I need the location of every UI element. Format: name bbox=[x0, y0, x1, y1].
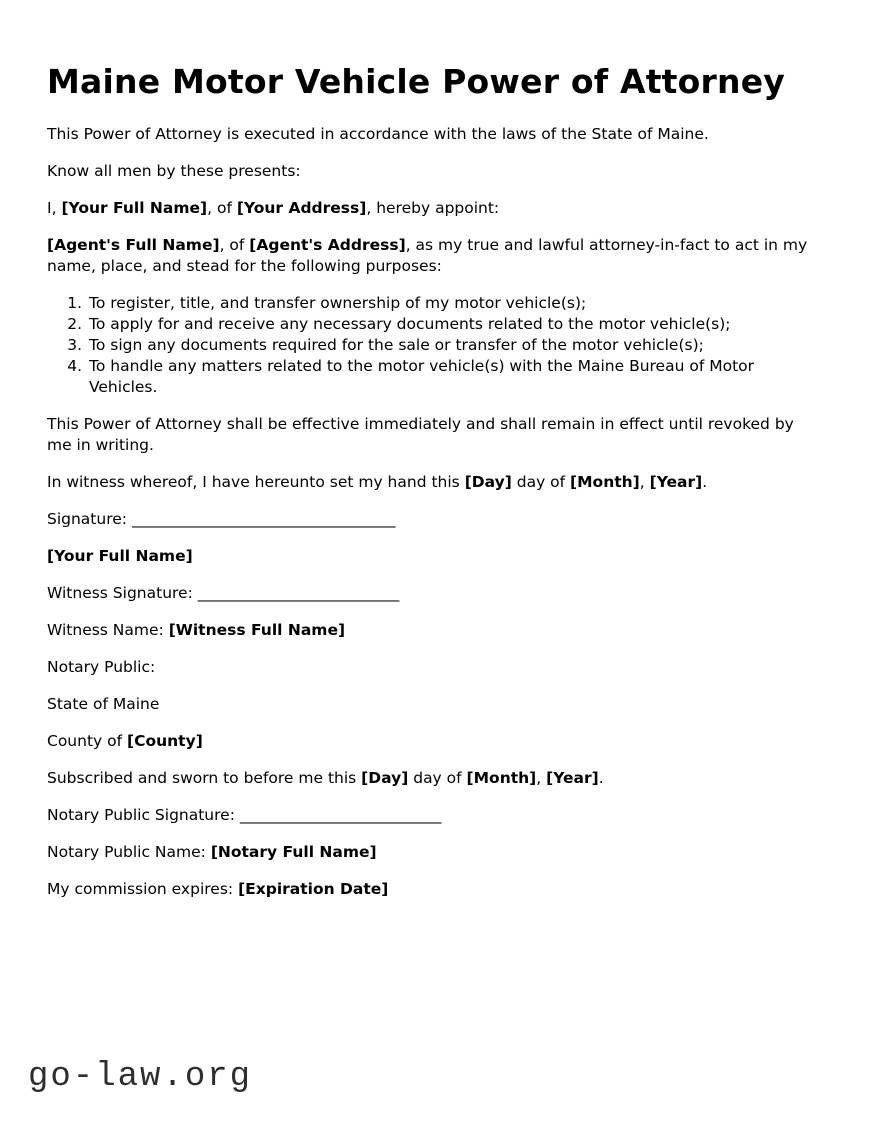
purpose-item-3: 3. To sign any documents required for the sale or transfer of the motor vehicle(s); bbox=[87, 335, 822, 356]
presents-statement: Know all men by these presents: bbox=[47, 162, 301, 180]
signature-line: __________________________________ bbox=[131, 510, 396, 528]
principal-appointment bbox=[47, 198, 822, 219]
agent-text-2: , as my true and lawful attorney-in-fact to act in my name, place, and stead for the following purposes: bbox=[47, 236, 808, 275]
sworn-clause bbox=[47, 768, 822, 789]
principal-text-1: I, bbox=[47, 199, 62, 217]
month-placeholder: [Month] bbox=[570, 473, 640, 491]
agent-full-name-placeholder: [Agent's Full Name] bbox=[47, 236, 220, 254]
witness-signature-line: __________________________ bbox=[197, 584, 400, 602]
signature-label: Signature: bbox=[47, 510, 132, 528]
your-address-placeholder: [Your Address] bbox=[236, 199, 367, 217]
notary-name-row bbox=[47, 842, 822, 863]
principal-text-2: , of bbox=[207, 199, 237, 217]
sworn-text-1: Subscribed and sworn to before me this bbox=[47, 769, 362, 787]
notary-signature-line: __________________________ bbox=[239, 806, 442, 824]
sworn-text-2: day of bbox=[408, 769, 467, 787]
footer-brand: go-law.org bbox=[28, 1058, 253, 1096]
principal-printed-name bbox=[47, 546, 822, 567]
principal-text-3: , hereby appoint: bbox=[366, 199, 500, 217]
notary-public-heading: Notary Public: bbox=[47, 658, 156, 676]
witness-name-row bbox=[47, 620, 822, 641]
effective-statement: This Power of Attorney shall be effective immediately and shall remain in effect until revoked by me in writing. bbox=[47, 415, 794, 454]
agent-address-placeholder: [Agent's Address] bbox=[249, 236, 406, 254]
notary-signature-label: Notary Public Signature: bbox=[47, 806, 240, 824]
document-title: Maine Motor Vehicle Power of Attorney bbox=[47, 62, 785, 101]
witness-name-placeholder: [Witness Full Name] bbox=[168, 621, 346, 639]
year-placeholder: [Year] bbox=[649, 473, 703, 491]
day-placeholder: [Day] bbox=[464, 473, 512, 491]
sworn-year-placeholder: [Year] bbox=[546, 769, 599, 787]
witness-clause-text-4: . bbox=[702, 473, 708, 491]
witness-signature-label: Witness Signature: bbox=[47, 584, 198, 602]
sworn-text-3: , bbox=[536, 769, 547, 787]
witness-name-label: Witness Name: bbox=[47, 621, 169, 639]
notary-name-placeholder: [Notary Full Name] bbox=[210, 843, 377, 861]
principal-name-placeholder: [Your Full Name] bbox=[47, 547, 193, 565]
witness-signature-row bbox=[47, 583, 822, 604]
your-full-name-placeholder: [Your Full Name] bbox=[61, 199, 208, 217]
county-label: County of bbox=[47, 732, 127, 750]
purpose-item-1: 1. To register, title, and transfer ownership of my motor vehicle(s); bbox=[87, 293, 822, 314]
witness-clause-text-1: In witness whereof, I have hereunto set my hand this bbox=[47, 473, 465, 491]
expiration-date-placeholder: [Expiration Date] bbox=[238, 880, 389, 898]
witness-clause-text-2: day of bbox=[511, 473, 571, 491]
sworn-text-4: . bbox=[598, 769, 604, 787]
agent-appointment bbox=[47, 235, 822, 277]
purpose-item-2: 2. To apply for and receive any necessary documents related to the motor vehicle(s); bbox=[87, 314, 822, 335]
commission-label: My commission expires: bbox=[47, 880, 239, 898]
agent-text-1: , of bbox=[219, 236, 250, 254]
purposes-list bbox=[47, 293, 822, 398]
sworn-day-placeholder: [Day] bbox=[361, 769, 409, 787]
witness-whereof-clause bbox=[47, 472, 822, 493]
sworn-month-placeholder: [Month] bbox=[466, 769, 537, 787]
notary-signature-row bbox=[47, 805, 822, 826]
purpose-item-4: 4. To handle any matters related to the motor vehicle(s) with the Maine Bureau of Motor Vehicles. bbox=[87, 356, 822, 398]
county-placeholder: [County] bbox=[127, 732, 203, 750]
execution-statement: This Power of Attorney is executed in accordance with the laws of the State of Maine. bbox=[47, 125, 709, 143]
witness-clause-text-3: , bbox=[639, 473, 650, 491]
county-row bbox=[47, 731, 822, 752]
commission-row bbox=[47, 879, 822, 900]
signature-row bbox=[47, 509, 822, 530]
notary-name-label: Notary Public Name: bbox=[47, 843, 211, 861]
state-line: State of Maine bbox=[47, 695, 160, 713]
